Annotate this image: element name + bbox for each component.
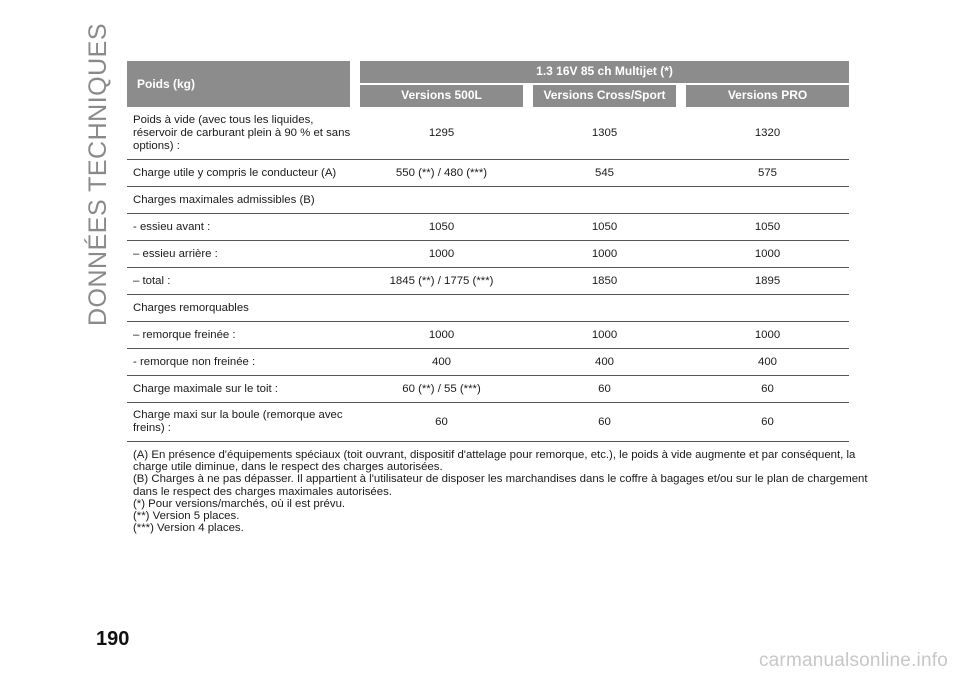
footnotes: [133, 449, 868, 534]
row-value: 1305: [523, 107, 686, 160]
footnote-a: (A) En présence d'équipements spéciaux (toit ouvrant, dispositif d'attelage pour remorque, etc.), le poids à vide augmente et par conséquent, la charge utile diminue, dans le respect des charges autorisées.: [133, 449, 856, 474]
row-value: 1895: [686, 268, 849, 295]
row-value: 60: [523, 376, 686, 403]
row-value: 1320: [686, 107, 849, 160]
row-label: Poids à vide (avec tous les liquides, réservoir de carburant plein à 90 % et sans options) :: [127, 107, 360, 160]
row-value: 1850: [523, 268, 686, 295]
watermark: carmanualsonline.info: [758, 650, 948, 671]
table-row: [127, 376, 849, 403]
table-row: [127, 187, 849, 214]
weights-table: [127, 61, 849, 442]
row-value: 1000: [523, 322, 686, 349]
footnote-triple-star: (***) Version 4 places.: [133, 522, 244, 535]
row-label: – essieu arrière :: [127, 241, 360, 268]
row-value: 1050: [686, 214, 849, 241]
table-row: [127, 322, 849, 349]
row-value: 1000: [360, 241, 523, 268]
table-row: [127, 403, 849, 442]
row-value: 550 (**) / 480 (***): [360, 160, 523, 187]
row-value: [360, 295, 523, 322]
row-value: 400: [686, 349, 849, 376]
header-engine: 1.3 16V 85 ch Multijet (*): [360, 61, 849, 85]
row-value: 60: [686, 403, 849, 442]
row-value: [523, 187, 686, 214]
footnote-single-star: (*) Pour versions/marchés, où il est prévu.: [133, 497, 346, 510]
row-label: Charge maxi sur la boule (remorque avec freins) :: [127, 403, 360, 442]
table-row: [127, 107, 849, 160]
row-value: 400: [523, 349, 686, 376]
row-label: - remorque non freinée :: [127, 349, 360, 376]
row-value: 1050: [523, 214, 686, 241]
section-side-title: [84, 22, 114, 327]
row-value: [523, 295, 686, 322]
row-value: 1000: [360, 322, 523, 349]
row-value: 60: [686, 376, 849, 403]
row-value: 60: [523, 403, 686, 442]
header-version-500l: Versions 500L: [360, 85, 523, 108]
row-value: 1050: [360, 214, 523, 241]
row-value: [686, 295, 849, 322]
row-value: 60 (**) / 55 (***): [360, 376, 523, 403]
row-label: - essieu avant :: [127, 214, 360, 241]
row-label: Charge maximale sur le toit :: [127, 376, 360, 403]
row-label: Charges maximales admissibles (B): [127, 187, 360, 214]
table-row: [127, 241, 849, 268]
header-version-cross-sport: Versions Cross/Sport: [523, 85, 686, 108]
row-value: 60: [360, 403, 523, 442]
row-label: – total :: [127, 268, 360, 295]
row-value: 1000: [523, 241, 686, 268]
table-row: [127, 268, 849, 295]
header-version-pro: Versions PRO: [686, 85, 849, 108]
row-value: 575: [686, 160, 849, 187]
row-value: 1000: [686, 322, 849, 349]
footnote-b: (B) Charges à ne pas dépasser. Il appartient à l'utilisateur de disposer les marchandises dans le coffre à bagages et/ou sur le plan de chargement dans le respect des charges maximales autorisées.: [133, 473, 868, 498]
row-value: [686, 187, 849, 214]
table-row: [127, 160, 849, 187]
table-row: [127, 295, 849, 322]
page-number: 190: [96, 628, 130, 650]
section-title-text: DONNÉES TECHNIQUES: [84, 22, 113, 327]
row-value: 1295: [360, 107, 523, 160]
row-label: Charge utile y compris le conducteur (A): [127, 160, 360, 187]
table-row: [127, 214, 849, 241]
footnote-double-star: (**) Version 5 places.: [133, 510, 240, 523]
row-value: 1000: [686, 241, 849, 268]
row-value: 1845 (**) / 1775 (***): [360, 268, 523, 295]
row-value: 400: [360, 349, 523, 376]
row-value: [360, 187, 523, 214]
row-label: – remorque freinée :: [127, 322, 360, 349]
header-weight-kg: Poids (kg): [127, 61, 360, 107]
table-row: [127, 349, 849, 376]
row-label: Charges remorquables: [127, 295, 360, 322]
row-value: 545: [523, 160, 686, 187]
